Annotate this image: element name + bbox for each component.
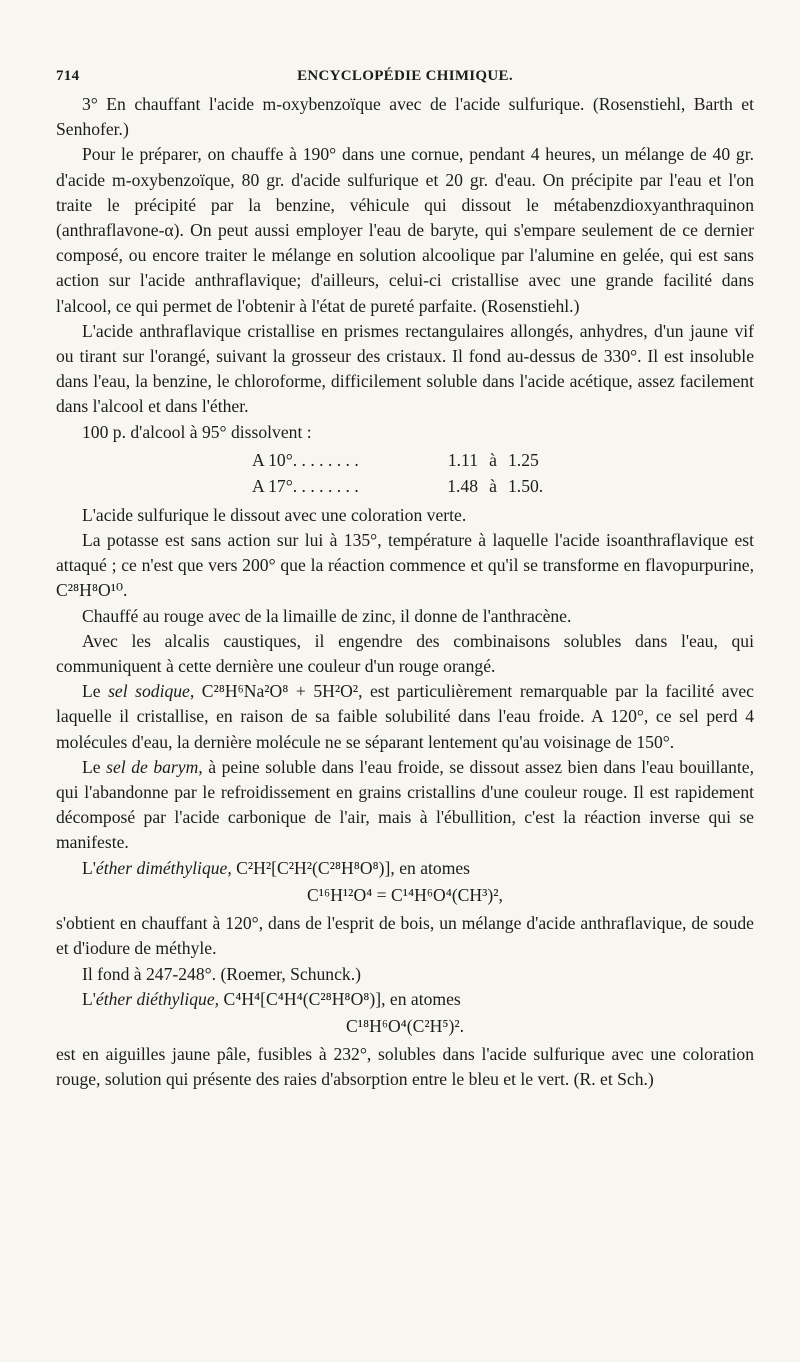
term: éther diéthylique, bbox=[95, 988, 220, 1009]
paragraph: L'acide sulfurique le dissout avec une coloration verte. bbox=[82, 504, 467, 525]
paragraph: 100 p. d'alcool à 95° dissolvent : bbox=[82, 421, 312, 442]
paragraph-text: C²⁸H⁶Na²O⁸ + 5H²O², est particulièrement remarquable par la facilité avec laquelle il cristallise, en raison de sa faible solubilité dans l'eau froide. A 120°, ce sel perd 4 molécules d'eau, la dernière molécule ne se séparant lentement qu'au voisinage de 150°. bbox=[56, 681, 754, 752]
solubility-row bbox=[56, 473, 754, 499]
solubility-sep: à bbox=[489, 449, 497, 470]
paragraph: Il fond à 247-248°. (Roemer, Schunck.) bbox=[82, 963, 361, 984]
page-body bbox=[56, 92, 754, 1093]
running-title: ENCYCLOPÉDIE CHIMIQUE. bbox=[297, 68, 513, 84]
paragraph-text: C⁴H⁴[C⁴H⁴(C²⁸H⁸O⁸)], en atomes bbox=[223, 988, 461, 1009]
paragraph: Chauffé au rouge avec de la limaille de zinc, il donne de l'anthracène. bbox=[82, 605, 572, 626]
paragraph-lead: Le bbox=[82, 681, 101, 702]
solubility-table bbox=[56, 447, 754, 499]
paragraph: s'obtient en chauffant à 120°, dans de l'esprit de bois, un mélange d'acide anthraflavique, de soude et d'iodure de méthyle. bbox=[56, 913, 754, 959]
paragraph-lead: Le bbox=[82, 756, 101, 777]
term: sel de barym, bbox=[106, 756, 203, 777]
solubility-min: 1.48 bbox=[447, 475, 478, 496]
term: sel sodique, bbox=[108, 681, 195, 702]
formula: C¹⁶H¹²O⁴ = C¹⁴H⁶O⁴(CH³)², bbox=[307, 884, 503, 905]
paragraph-text: C²H²[C²H²(C²⁸H⁸O⁸)], en atomes bbox=[236, 857, 471, 878]
paragraph-lead: L' bbox=[82, 857, 96, 878]
paragraph bbox=[56, 679, 754, 755]
paragraph-text: à peine soluble dans l'eau froide, se dissout assez bien dans l'eau bouillante, qui l'abandonne par le refroidissement en grains cristallins d'une couleur rouge. Il est rapidement décomposé par l'acide carbonique de l'air, mais à l'ébullition, c'est la réaction inverse qui se manifeste. bbox=[56, 756, 754, 853]
paragraph: est en aiguilles jaune pâle, fusibles à 232°, solubles dans l'acide sulfurique avec une coloration rouge, solution qui présente des raies d'absorption entre le bleu et le vert. (R. et Sch.) bbox=[56, 1044, 754, 1090]
solubility-max: 1.25 bbox=[508, 449, 539, 470]
solubility-temp: A 10°. . . . . . . . bbox=[252, 449, 359, 470]
paragraph: 3° En chauffant l'acide m-oxybenzoïque avec de l'acide sulfurique. (Rosenstiehl, Barth et Senhofer.) bbox=[56, 94, 754, 140]
paragraph-lead: L' bbox=[82, 988, 96, 1009]
solubility-max: 1.50. bbox=[508, 475, 544, 496]
paragraph: Pour le préparer, on chauffe à 190° dans une cornue, pendant 4 heures, un mélange de 40 gr. d'acide m-oxybenzoïque, 80 gr. d'acide sulfurique et 20 gr. d'eau. On précipite par l'eau et l'on traite le précipité par la benzine, véhicule qui dissout le métabenzdioxyanthraquinon (anthraflavone-α). On peut aussi employer l'eau de baryte, qui s'empare seulement de ce dernier composé, ou encore traiter le mélange en solution alcoolique par l'alumine en gelée, qui est sans action sur l'acide anthraflavique; d'ailleurs, celui-ci cristallise avec une grande facilité dans l'alcool, ce qui permet de l'obtenir à l'état de pureté parfaite. (Rosenstiehl.) bbox=[56, 144, 754, 316]
paragraph: Avec les alcalis caustiques, il engendre des combinaisons solubles dans l'eau, qui communiquent à cette dernière une couleur d'un rouge orangé. bbox=[56, 630, 754, 677]
formula: C¹⁸H⁶O⁴(C²H⁵)². bbox=[345, 1015, 465, 1036]
paragraph bbox=[56, 755, 754, 856]
solubility-temp: A 17°. . . . . . . . bbox=[252, 475, 359, 496]
paragraph: La potasse est sans action sur lui à 135°, température à laquelle l'acide isoanthraflavique est attaqué ; ce n'est que vers 200° que la réaction commence et qu'il se transforme en flavopurpurine, C²⁸H⁸O¹⁰. bbox=[56, 530, 754, 601]
term: éther diméthylique, bbox=[95, 857, 232, 878]
page-number: 714 bbox=[56, 68, 80, 84]
solubility-sep: à bbox=[489, 475, 497, 496]
solubility-min: 1.11 bbox=[447, 449, 478, 470]
paragraph bbox=[56, 987, 754, 1012]
paragraph bbox=[56, 856, 754, 881]
paragraph: L'acide anthraflavique cristallise en prismes rectangulaires allongés, anhydres, d'un jaune vif ou tirant sur l'orangé, suivant la grosseur des cristaux. Il fond au-dessus de 330°. Il est insoluble dans l'eau, la benzine, le chloroforme, difficilement soluble dans l'acide acétique, assez facilement dans l'alcool et dans l'éther. bbox=[56, 320, 754, 417]
solubility-row bbox=[56, 447, 754, 473]
